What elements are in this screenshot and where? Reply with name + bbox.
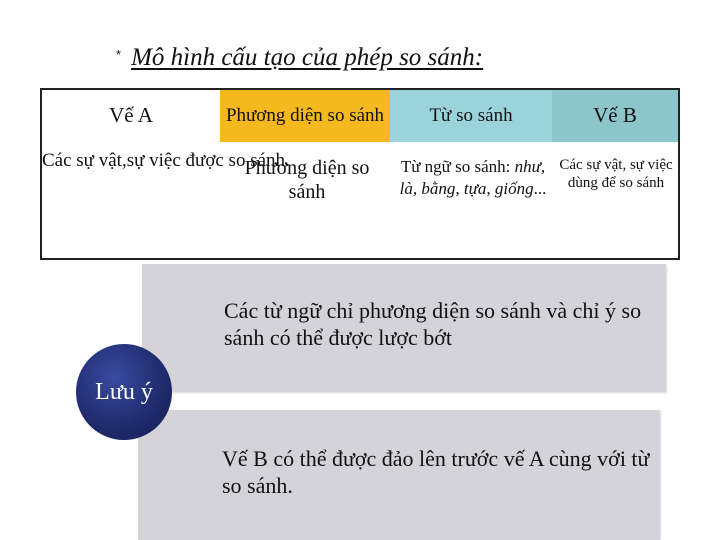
cell-tu-so-sanh bbox=[394, 156, 552, 200]
header-tu-so-sanh: Từ so sánh bbox=[390, 90, 552, 142]
header-phuong-dien: Phương diện so sánh bbox=[220, 90, 390, 142]
slide-title: Mô hình cấu tạo của phép so sánh: bbox=[131, 44, 484, 71]
note-text-2: Vế B có thể được đảo lên trước vế A cùng với từ so sánh. bbox=[222, 446, 650, 498]
note-panel-2 bbox=[138, 410, 660, 540]
header-ve-b: Vế B bbox=[552, 90, 678, 142]
note-panel-1 bbox=[142, 264, 666, 392]
tu-so-sanh-prefix: Từ ngữ so sánh: bbox=[400, 157, 511, 176]
note-label-circle: Lưu ý bbox=[76, 344, 172, 440]
slide-title-row bbox=[116, 44, 483, 78]
bullet-asterisk: * bbox=[116, 47, 122, 62]
note-text-1: Các từ ngữ chỉ phương diện so sánh và chỉ ý so sánh có thể được lược bớt bbox=[224, 298, 642, 350]
tu-so-sanh-ellipsis: ... bbox=[533, 179, 547, 199]
header-ve-a: Vế A bbox=[42, 90, 220, 142]
comparison-structure-table bbox=[40, 88, 680, 260]
tu-so-sanh-examples: như, là, bằng, tựa, giống bbox=[399, 157, 546, 199]
cell-ve-a: Các sự vật,sự việc được so sánh. bbox=[42, 150, 290, 171]
cell-ve-b: Các sự vật, sự việc dùng để so sánh bbox=[559, 157, 673, 191]
cell-phuong-dien: Phương diện so sánh bbox=[244, 157, 370, 203]
